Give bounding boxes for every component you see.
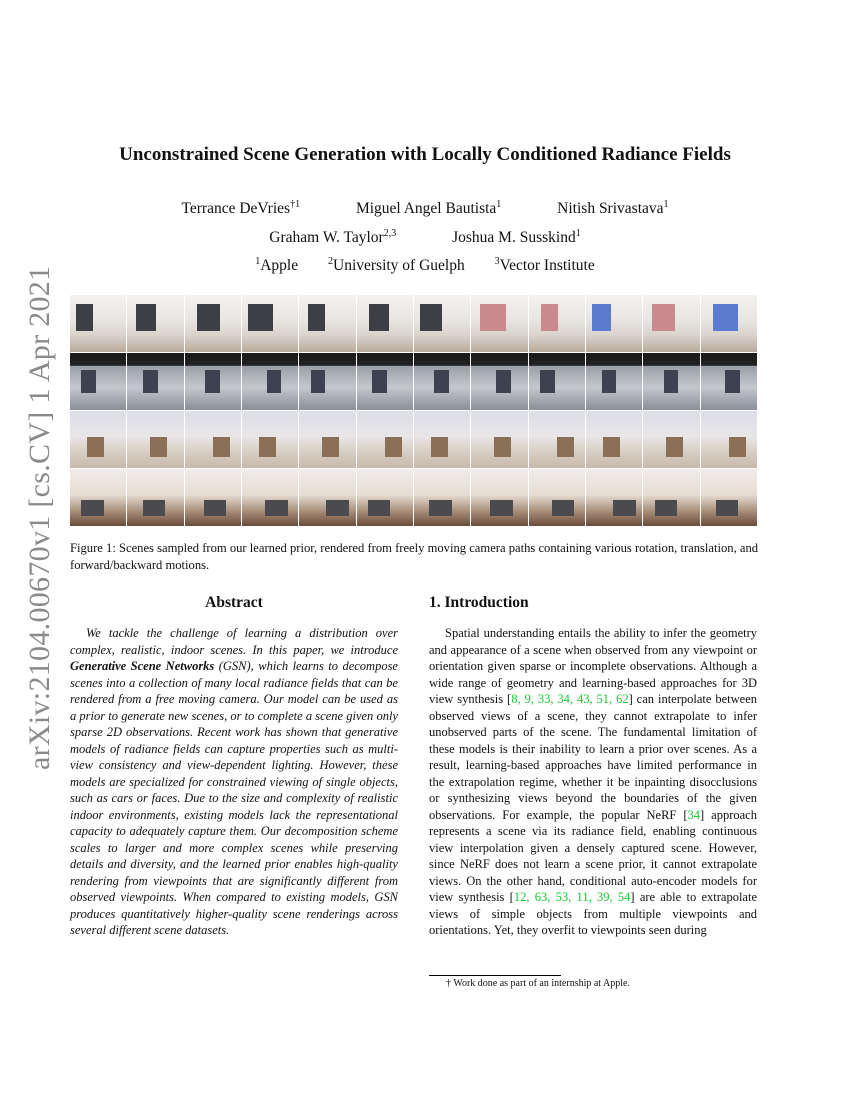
scene-render-thumbnail (299, 353, 355, 410)
scene-render-thumbnail (127, 469, 183, 526)
author: Graham W. Taylor$^{2,3}$ (269, 228, 397, 247)
scene-object (369, 304, 389, 331)
scene-render-thumbnail (471, 295, 527, 352)
scene-render-thumbnail (70, 411, 126, 468)
abstract-section (70, 594, 398, 939)
scene-object (540, 370, 555, 393)
footnote: † Work done as part of an internship at Apple. (446, 978, 630, 989)
scene-render-thumbnail (70, 295, 126, 352)
scene-object (592, 304, 612, 331)
author-row-2 (60, 228, 790, 247)
scene-object (385, 437, 402, 457)
scene-render-thumbnail (242, 411, 298, 468)
scene-object (603, 437, 620, 457)
scene-object (496, 370, 511, 393)
scene-object (81, 370, 96, 393)
scene-object (552, 500, 575, 516)
scene-render-thumbnail (70, 353, 126, 410)
author-row-1 (60, 199, 790, 218)
scene-object (368, 500, 391, 516)
paper-title: Unconstrained Scene Generation with Locally Conditioned Radiance Fields (119, 144, 731, 165)
scene-render-thumbnail (357, 411, 413, 468)
scene-object (372, 370, 387, 393)
scene-object (716, 500, 739, 516)
introduction-text: Spatial understanding entails the ability to infer the geometry and appearance of a scene when observed from any viewpoint or orientation given sparse or incomplete observations. Although a wide range of geometry and learning-based approaches for 3D view synthesis [8, 9, 33, 34, 43, 51, 62] can interpolate between observed views of a scene, they cannot extrapolate to infer unobserved parts of the scene. The fundamental limitation of these models is their inability to learn a prior over scenes. As a result, learning-based approaches have limited performance in the extrapolation regime, whether it be inpainting disocclusions or synthesizing views beyond the boundaries of the given observations. For example, the popular NeRF [34] approach represents a scene via its radiance field, enabling continuous view interpolation given a densely captured scene. However, since NeRF does not learn a scene prior, it cannot extrapolate views. On the other hand, conditional auto-encoder models for view synthesis [12, 63, 53, 11, 39, 54] are able to extrapolate views of simple objects from multiple viewpoints and orientations. Yet, they overfit to viewpoints seen during (429, 626, 757, 937)
scene-render-thumbnail (643, 469, 699, 526)
scene-object (557, 437, 574, 457)
scene-object (713, 304, 738, 331)
scene-object (429, 500, 452, 516)
scene-object (259, 437, 276, 457)
scene-render-thumbnail (357, 295, 413, 352)
scene-render-thumbnail (299, 469, 355, 526)
scene-object (664, 370, 679, 393)
scene-render-thumbnail (299, 295, 355, 352)
scene-object (480, 304, 505, 331)
scene-object (308, 304, 325, 331)
abstract-heading: Abstract (205, 594, 263, 611)
scene-object (725, 370, 740, 393)
citation-link[interactable]: 34 (687, 807, 701, 822)
introduction-section (429, 594, 757, 939)
scene-object (652, 304, 675, 331)
scene-object (267, 370, 282, 393)
scene-object (76, 304, 93, 331)
scene-object (265, 500, 288, 516)
scene-render-thumbnail (701, 469, 757, 526)
scene-object (204, 500, 227, 516)
affiliation: $^2$University of Guelph (328, 256, 465, 275)
scene-object (322, 437, 339, 457)
scene-render-thumbnail (471, 411, 527, 468)
scene-render-thumbnail (185, 469, 241, 526)
scene-render-thumbnail (701, 411, 757, 468)
scene-object (205, 370, 220, 393)
scene-object (431, 437, 448, 457)
scene-object (143, 370, 158, 393)
scene-render-thumbnail (529, 411, 585, 468)
scene-render-thumbnail (586, 411, 642, 468)
author: Nitish Srivastava$^1$ (557, 199, 669, 218)
scene-object (434, 370, 449, 393)
scene-object (655, 500, 678, 516)
arxiv-identifier: arXiv:2104.00670v1 [cs.CV] 1 Apr 2021 (23, 265, 56, 770)
scene-render-thumbnail (185, 411, 241, 468)
footnote-rule (429, 975, 561, 976)
introduction-heading: 1. Introduction (429, 594, 529, 611)
scene-object (248, 304, 273, 331)
scene-object (87, 437, 104, 457)
scene-render-thumbnail (701, 353, 757, 410)
scene-render-thumbnail (414, 469, 470, 526)
scene-render-thumbnail (357, 353, 413, 410)
citation-link[interactable]: 12, 63, 53, 11, 39, 54 (513, 890, 631, 904)
scene-object (136, 304, 156, 331)
scene-render-thumbnail (127, 353, 183, 410)
citation-link[interactable]: 8, 9, 33, 34, 43, 51, 62 (511, 692, 629, 706)
scene-render-thumbnail (414, 295, 470, 352)
scene-render-thumbnail (185, 295, 241, 352)
scene-render-thumbnail (529, 295, 585, 352)
author: Joshua M. Susskind$^1$ (452, 228, 581, 247)
scene-render-thumbnail (185, 353, 241, 410)
scene-object (81, 500, 104, 516)
scene-render-thumbnail (127, 295, 183, 352)
abstract-text: We tackle the challenge of learning a distribution over complex, realistic, indoor scenes. In this paper, we introduce Generative Scene Networks (GSN), which learns to decompose scenes into a collection of many local radiance fields that can be rendered from a free moving camera. Our model can be used as a prior to generate new scenes, or to complete a scene given only sparse 2D observations. Recent work has shown that generative models of radiance fields can capture properties such as multi-view consistency and view-dependent lighting. However, these models are specialized for constrained viewing of single objects, such as cars or faces. Due to the size and complexity of realistic indoor environments, existing models lack the representational capacity to adequately capture them. Our decomposition scheme scales to larger and more complex scenes while preserving details and diversity, and the learned prior enables high-quality rendering from viewpoints that are significantly different from observed viewpoints. When compared to existing models, GSN produces quantitatively higher-quality scene renderings across several different scene datasets. (70, 626, 398, 937)
scene-render-thumbnail (643, 295, 699, 352)
scene-object (326, 500, 349, 516)
affiliations (60, 256, 790, 275)
scene-object (420, 304, 443, 331)
gsn-term: Generative Scene Networks (70, 659, 215, 673)
affiliation: $^1$Apple (255, 256, 299, 275)
scene-object (197, 304, 220, 331)
scene-render-thumbnail (643, 411, 699, 468)
author: Terrance DeVries$^{\dagger 1}$ (181, 199, 301, 218)
scene-object (143, 500, 166, 516)
figure-caption: Figure 1: Scenes sampled from our learned prior, rendered from freely moving camera paths containing various rotation, translation, and forward/backward motions. (70, 541, 759, 572)
scene-render-thumbnail (701, 295, 757, 352)
scene-render-thumbnail (586, 353, 642, 410)
scene-object (602, 370, 617, 393)
scene-render-thumbnail (70, 469, 126, 526)
scene-render-thumbnail (471, 469, 527, 526)
scene-object (311, 370, 326, 393)
scene-render-thumbnail (471, 353, 527, 410)
scene-render-thumbnail (643, 353, 699, 410)
scene-render-thumbnail (242, 353, 298, 410)
scene-object (490, 500, 513, 516)
scene-render-thumbnail (299, 411, 355, 468)
scene-render-thumbnail (357, 469, 413, 526)
scene-render-thumbnail (242, 295, 298, 352)
figure-image-grid (70, 295, 757, 526)
author: Miguel Angel Bautista$^1$ (355, 199, 502, 218)
scene-object (541, 304, 558, 331)
scene-render-thumbnail (586, 469, 642, 526)
scene-render-thumbnail (127, 411, 183, 468)
scene-object (150, 437, 167, 457)
scene-object (213, 437, 230, 457)
affiliation: $^3$Vector Institute (494, 256, 595, 275)
scene-object (494, 437, 511, 457)
scene-render-thumbnail (242, 469, 298, 526)
scene-render-thumbnail (586, 295, 642, 352)
scene-render-thumbnail (529, 353, 585, 410)
scene-render-thumbnail (529, 469, 585, 526)
scene-render-thumbnail (414, 353, 470, 410)
scene-render-thumbnail (414, 411, 470, 468)
scene-object (729, 437, 746, 457)
scene-object (613, 500, 636, 516)
scene-object (666, 437, 683, 457)
